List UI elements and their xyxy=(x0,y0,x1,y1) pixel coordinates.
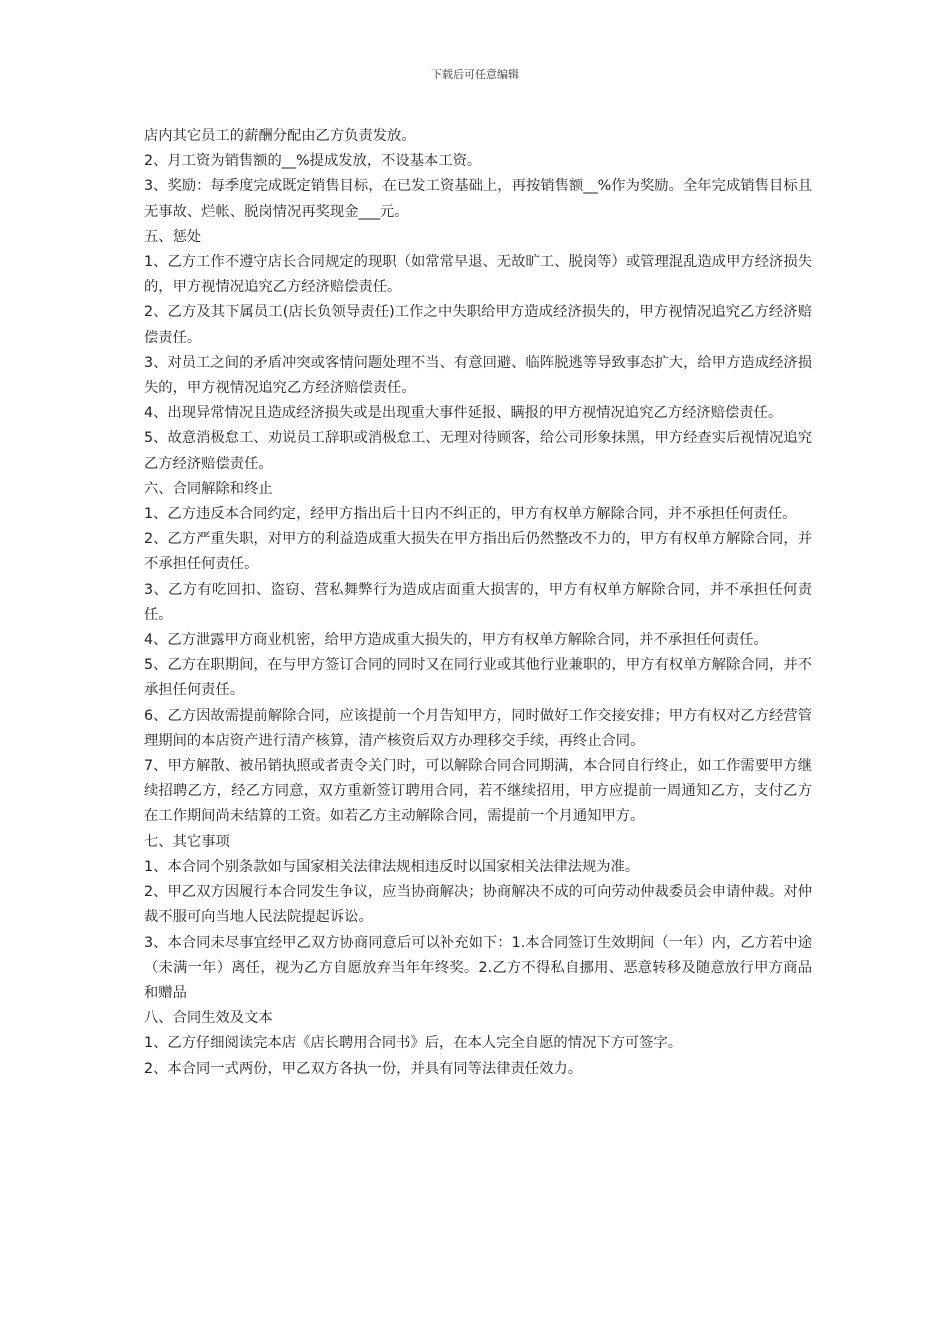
paragraph: 4、出现异常情况且造成经济损失或是出现重大事件延报、瞒报的甲方视情况追究乙方经济赔偿责任。 xyxy=(144,405,783,422)
paragraph: 4、乙方泄露甲方商业机密，给甲方造成重大损失的，甲方有权单方解除合同，并不承担任何责任。 xyxy=(144,632,768,649)
paragraph: 2、乙方严重失职，对甲方的利益造成重大损失在甲方指出后仍然整改不力的，甲方有权单方解除合同，并不承担任何责任。 xyxy=(144,531,812,573)
paragraph: 1、乙方仔细阅读完本店《店长聘用合同书》后，在本人完全自愿的情况下方可签字。 xyxy=(144,1035,683,1052)
paragraph: 1、本合同个别条款如与国家相关法律法规相违反时以国家相关法律法规为准。 xyxy=(144,858,640,875)
paragraph: 1、乙方违反本合同约定，经甲方指出后十日内不纠正的，甲方有权单方解除合同，并不承担任何责任。 xyxy=(144,506,797,523)
section-heading: 七、其它事项 xyxy=(144,833,230,850)
document-body xyxy=(144,124,812,1082)
paragraph: 1、乙方工作不遵守店长合同规定的现职（如常常早退、无故旷工、脱岗等）或管理混乱造成甲方经济损失的，甲方视情况追究乙方经济赔偿责任。 xyxy=(144,254,812,296)
paragraph: 2、甲乙双方因履行本合同发生争议，应当协商解决；协商解决不成的可向劳动仲裁委员会申请仲裁。对仲裁不服可向当地人民法院提起诉讼。 xyxy=(144,884,812,926)
paragraph: 2、本合同一式两份，甲乙双方各执一份，并具有同等法律责任效力。 xyxy=(144,1060,582,1077)
paragraph: 2、乙方及其下属员工(店长负领导责任)工作之中失职给甲方造成经济损失的，甲方视情况追究乙方经济赔偿责任。 xyxy=(144,304,812,346)
paragraph: 3、乙方有吃回扣、盗窃、营私舞弊行为造成店面重大损害的，甲方有权单方解除合同，并不承担任何责任。 xyxy=(144,581,812,623)
paragraph: 5、乙方在职期间，在与甲方签订合同的同时又在同行业或其他行业兼职的，甲方有权单方解除合同，并不承担任何责任。 xyxy=(144,657,812,699)
page-header: 下载后可任意编辑 xyxy=(431,68,519,81)
section-heading: 五、惩处 xyxy=(144,228,202,245)
paragraph: 店内其它员工的薪酬分配由乙方负责发放。 xyxy=(144,128,416,144)
paragraph: 7、甲方解散、被吊销执照或者责令关门时，可以解除合同合同期满，本合同自行终止，如工作需要甲方继续招聘乙方，经乙方同意，双方重新签订聘用合同，若不继续招用，甲方应提前一周通知乙方，支付乙方在工作期间尚未结算的工资。如若乙方主动解除合同，需提前一个月通知甲方。 xyxy=(144,758,812,825)
paragraph: 3、本合同未尽事宜经甲乙双方协商同意后可以补充如下：1.本合同签订生效期间（一年）内，乙方若中途（未满一年）离任，视为乙方自愿放弃当年年终奖。2.乙方不得私自挪用、恶意转移及随意放行甲方商品和赠品 xyxy=(144,934,812,1001)
paragraph: 6、乙方因故需提前解除合同，应该提前一个月告知甲方，同时做好工作交接安排；甲方有权对乙方经营管理期间的本店资产进行清产核算，清产核资后双方办理移交手续，再终止合同。 xyxy=(144,707,812,749)
paragraph: 2、月工资为销售额的__%提成发放，不设基本工资。 xyxy=(144,153,482,170)
paragraph: 5、故意消极怠工、劝说员工辞职或消极怠工、无理对待顾客，给公司形象抹黑，甲方经查实后视情况追究乙方经济赔偿责任。 xyxy=(144,430,812,472)
section-heading: 六、合同解除和终止 xyxy=(144,480,273,497)
paragraph: 3、奖励：每季度完成既定销售目标，在已发工资基础上，再按销售额__%作为奖励。全年完成销售目标且无事故、烂帐、脱岗情况再奖现金___元。 xyxy=(144,178,812,220)
section-heading: 八、合同生效及文本 xyxy=(144,1010,273,1027)
paragraph: 3、对员工之间的矛盾冲突或客情问题处理不当、有意回避、临阵脱逃等导致事态扩大，给甲方造成经济损失的，甲方视情况追究乙方经济赔偿责任。 xyxy=(144,354,812,397)
